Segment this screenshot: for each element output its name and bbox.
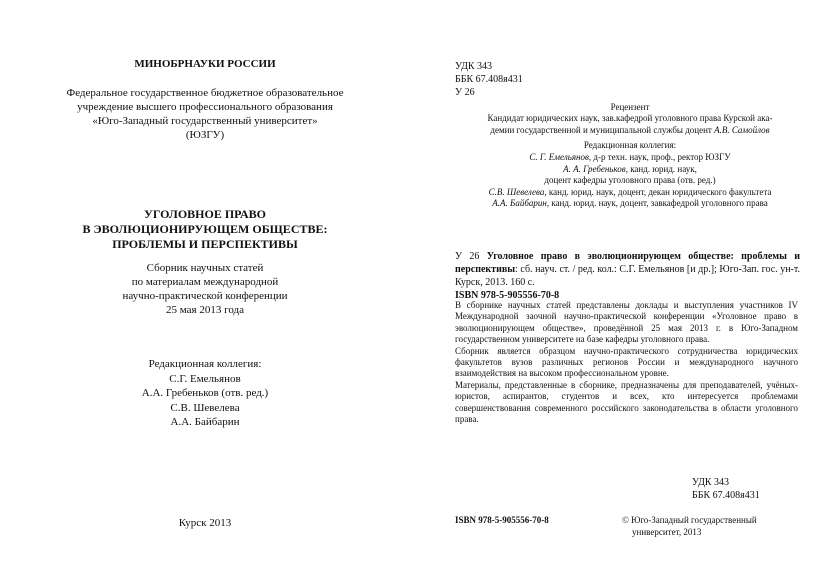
title-line: ПРОБЛЕМЫ И ПЕРСПЕКТИВЫ bbox=[112, 237, 298, 251]
udk-code: УДК 343 bbox=[455, 61, 493, 72]
member-title: , канд. юрид. наук, доцент, декан юридического факультета bbox=[544, 186, 772, 197]
reviewer-line: Кандидат юридических наук, зав.кафедрой уголовного права Курской ака- bbox=[487, 113, 773, 123]
member-name: С.В. Шевелева bbox=[488, 186, 545, 197]
reviewer-line-text: демии государственной и муниципальной службы доцент bbox=[490, 124, 715, 135]
institution-block bbox=[40, 86, 370, 142]
book-subtitle bbox=[40, 261, 370, 317]
institution-line: «Юго-Западный государственный университет» bbox=[92, 115, 318, 127]
abstract-paragraph: Материалы, представленные в сборнике, предназначены для преподавателей, учёных-юристов, аспирантов, студентов и всех, кто интересуется проблемами совершенствования современного российского законодательства в области уголовного права. bbox=[455, 379, 798, 425]
board-member: А.А. Байбарин bbox=[170, 416, 240, 428]
institution-line: (ЮЗГУ) bbox=[185, 129, 225, 141]
member-name: А.А. Байбарин bbox=[492, 198, 547, 208]
subtitle-line: Сборник научных статей bbox=[146, 262, 264, 274]
title-line: В ЭВОЛЮЦИОНИРУЮЩЕМ ОБЩЕСТВЕ: bbox=[82, 222, 328, 236]
classification-codes bbox=[455, 60, 523, 99]
author-sign: У 26 bbox=[455, 87, 475, 98]
ministry-heading: МИНОБРНАУКИ РОССИИ bbox=[134, 58, 276, 70]
board-member: А.А. Гребеньков (отв. ред.) bbox=[141, 387, 269, 399]
member-title: доцент кафедры уголовного права (отв. ред.) bbox=[544, 175, 716, 185]
member-title: , д-р техн. наук, проф., ректор ЮЗГУ bbox=[588, 152, 731, 162]
editorial-member bbox=[455, 175, 805, 187]
editorial-member bbox=[455, 187, 805, 199]
subtitle-line: 25 мая 2013 года bbox=[166, 304, 244, 316]
copyright-line: © Юго-Западный государственный bbox=[622, 515, 757, 525]
abstract-paragraph: Сборник является образцом научно-практического сотрудничества юридических факультетов вузов различных регионов России и международного научного взаимодействия на высоком профессиональном уровне. bbox=[455, 345, 798, 379]
member-name: А. А. Гребеньков bbox=[563, 163, 626, 174]
editorial-member bbox=[455, 164, 805, 176]
catalog-title: Уголовное право в эволюционирующем обществе: проблемы и перспективы bbox=[455, 251, 800, 275]
subtitle-line: научно-практической конференции bbox=[122, 290, 288, 302]
reviewer-info bbox=[455, 113, 805, 136]
editorial-member bbox=[455, 152, 805, 164]
subtitle-line: по материалам международной bbox=[131, 276, 279, 288]
abstract-paragraph: В сборнике научных статей представлены доклады и выступления участников IV Международной заочной научно-практической конференции «Уголовное право в эволюционирующем обществе», проведённой 25 мая 2013 г. в Юго-Западном государственном университете на базе кафедры уголовного права. bbox=[455, 300, 798, 345]
udk-code: УДК 343 bbox=[692, 477, 730, 488]
board-member: С.В. Шевелева bbox=[170, 401, 240, 414]
institution-line: учреждение высшего профессионального образования bbox=[77, 101, 333, 113]
book-title bbox=[40, 207, 370, 252]
editorial-board-heading: Редакционная коллегия: bbox=[148, 358, 262, 370]
editorial-list bbox=[455, 152, 805, 210]
member-title: , канд. юрид. наук, bbox=[625, 163, 697, 174]
editorial-member bbox=[455, 198, 805, 210]
member-title: , канд. юрид. наук, доцент, завкафедрой уголовного права bbox=[546, 198, 768, 208]
abstract bbox=[455, 300, 798, 425]
copyright-line: университет, 2013 bbox=[632, 526, 702, 537]
classification-codes-bottom bbox=[692, 476, 760, 502]
reviewer-line bbox=[455, 125, 805, 137]
city-year: Курск 2013 bbox=[178, 517, 232, 529]
catalog-entry bbox=[455, 250, 800, 289]
catalog-code: У 26 bbox=[455, 251, 487, 262]
editorial-heading: Редакционная коллегия: bbox=[583, 140, 677, 150]
member-name: С. Г. Емельянов bbox=[529, 152, 589, 162]
reviewer-heading: Рецензент bbox=[610, 102, 650, 112]
isbn: ISBN 978-5-905556-70-8 bbox=[455, 290, 560, 301]
reviewer-name: А.В. Самойлов bbox=[714, 124, 770, 135]
institution-line: Федеральное государственное бюджетное образовательное bbox=[66, 87, 344, 99]
bbk-code: ББК 67.408я431 bbox=[692, 490, 760, 501]
isbn-bottom: ISBN 978-5-905556-70-8 bbox=[455, 515, 549, 525]
catalog-details: : сб. науч. ст. / ред. кол.: С.Г. Емельянов [и др.]; Юго-Зап. гос. ун-т. Курск, 2013. 160 с. bbox=[455, 264, 800, 288]
title-line: УГОЛОВНОЕ ПРАВО bbox=[144, 207, 266, 221]
imprint-page bbox=[410, 0, 819, 579]
board-member: С.Г. Емельянов bbox=[169, 372, 241, 385]
editorial-board bbox=[40, 357, 370, 430]
bbk-code: ББК 67.408я431 bbox=[455, 74, 523, 85]
copyright bbox=[622, 515, 757, 538]
